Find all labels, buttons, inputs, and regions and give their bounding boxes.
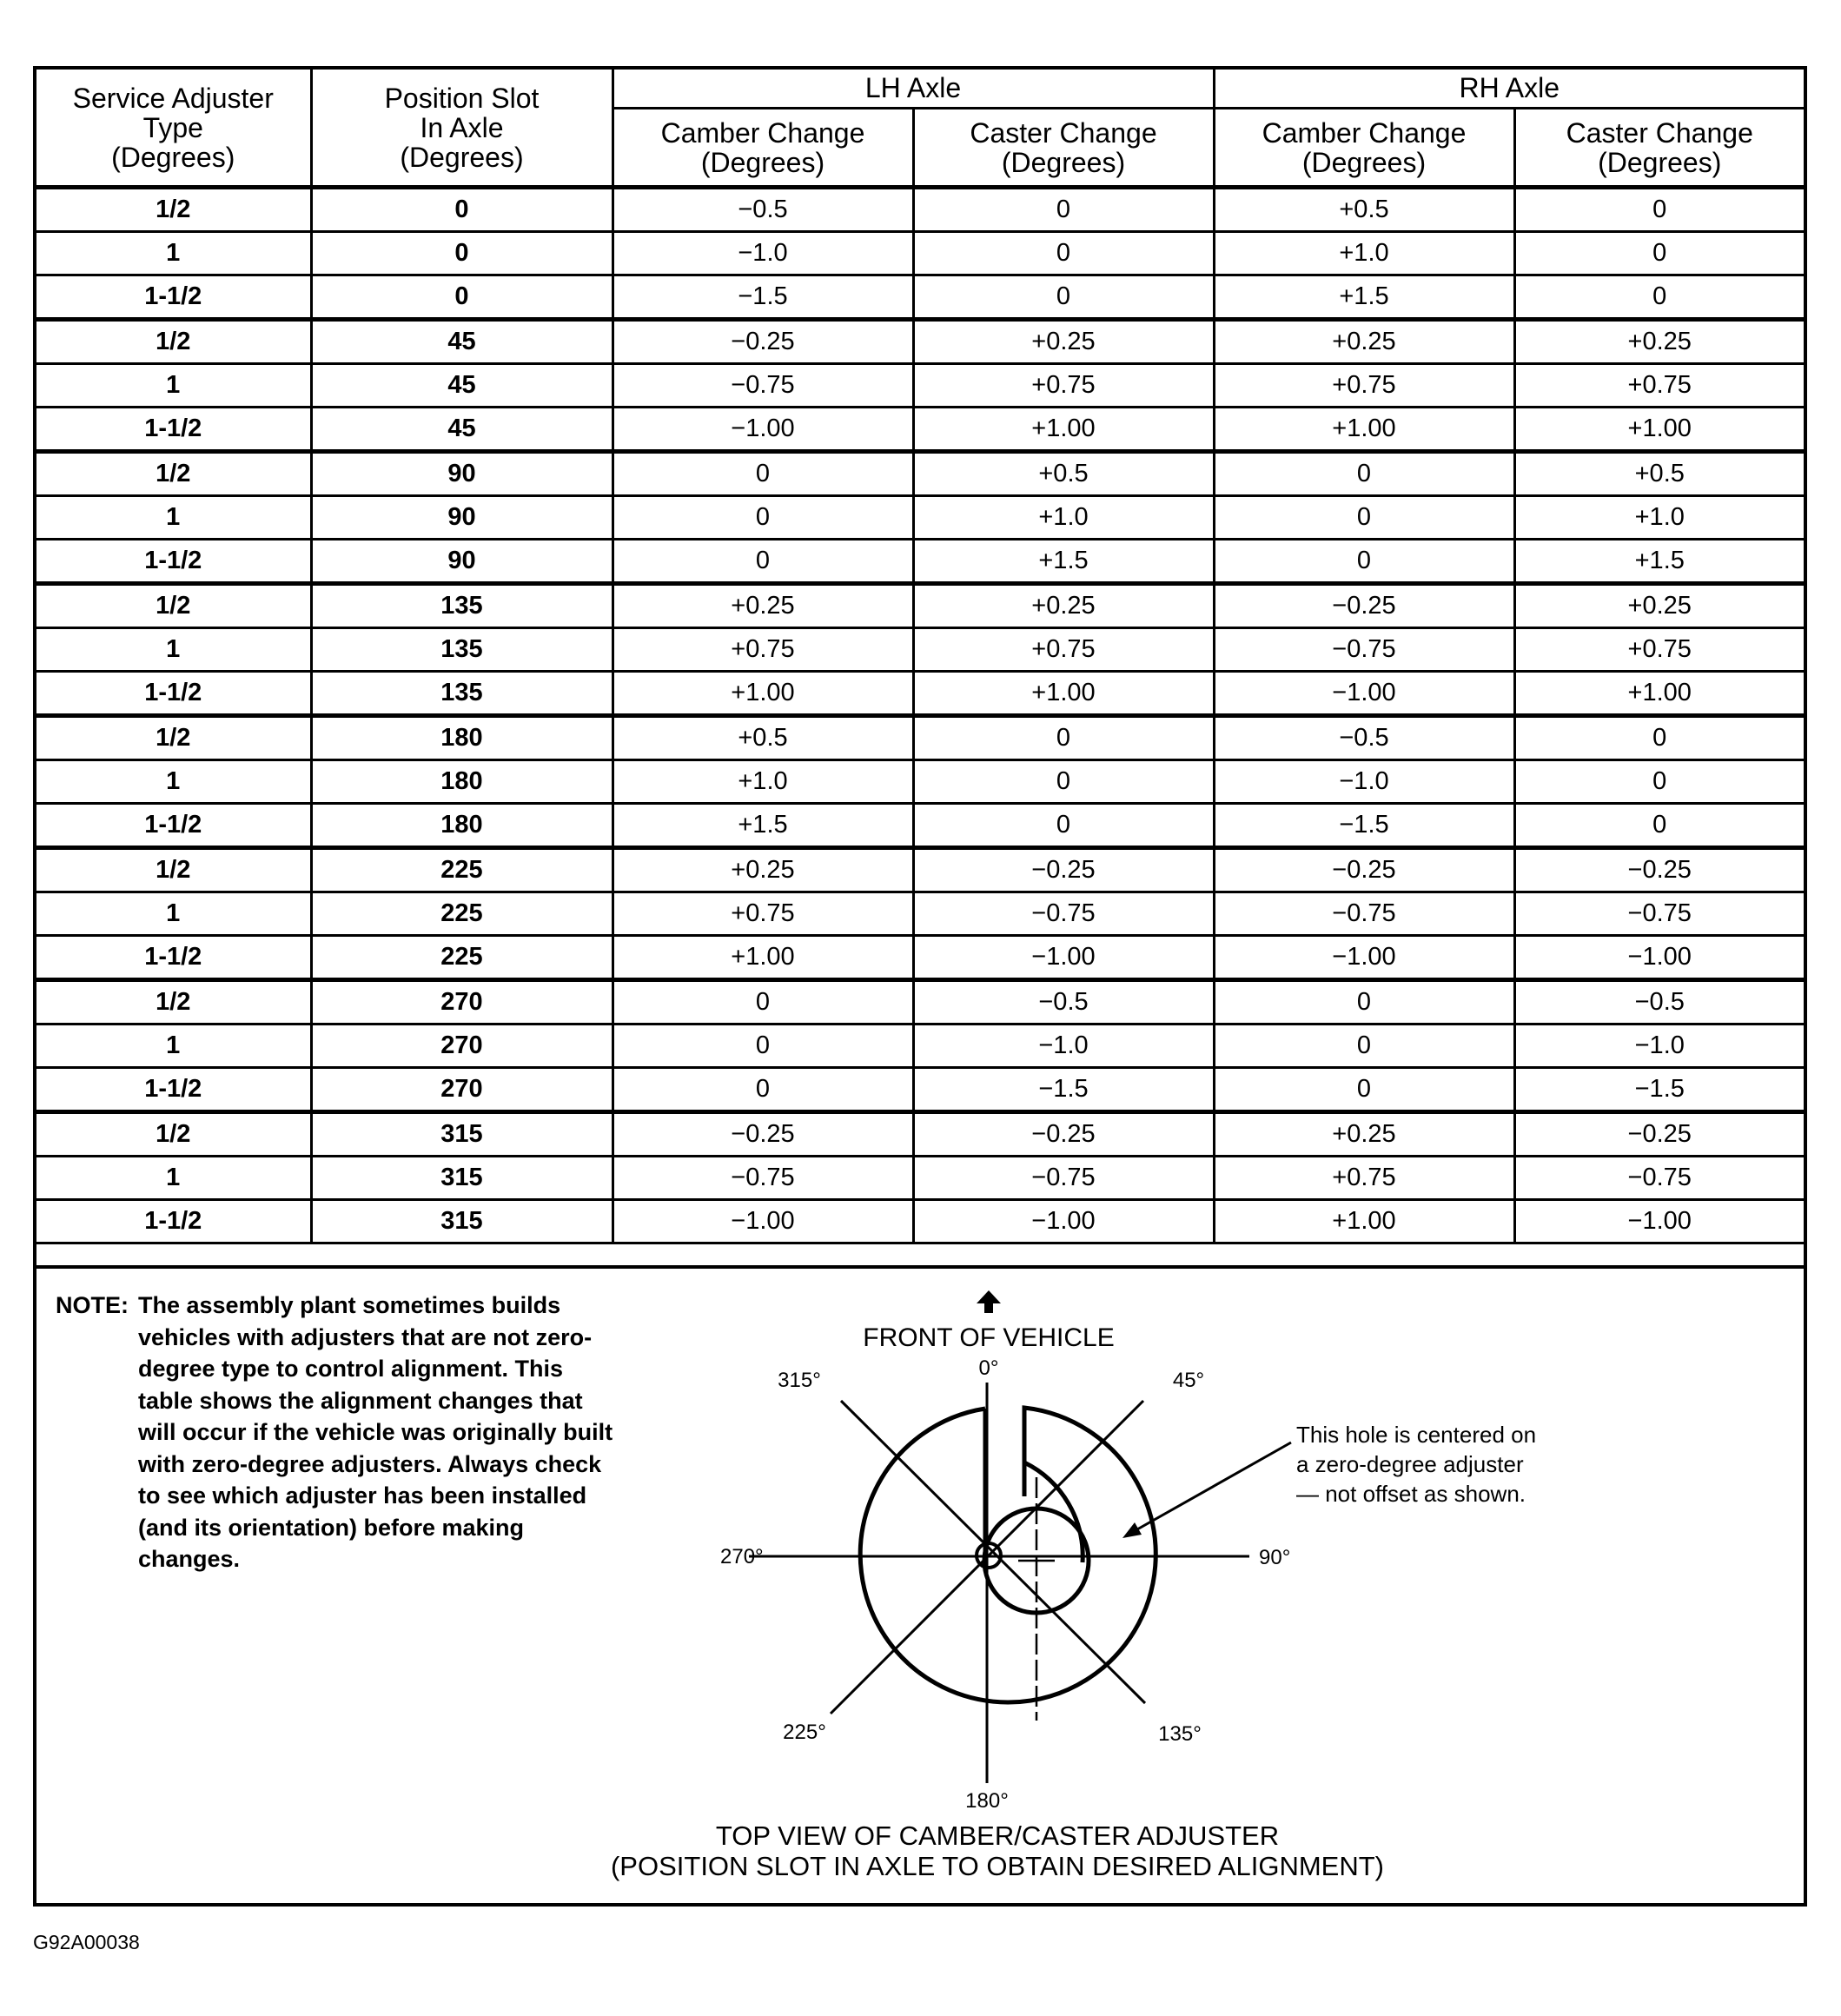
figure-id: G92A00038 [33,1931,140,1953]
angle-label-315: 315° [778,1369,821,1392]
angle-label-270: 270° [720,1545,764,1568]
hole-center-mark [1018,1477,1055,1721]
cell-lh-camber: 0 [613,540,913,584]
cell-rh-caster: −0.75 [1514,1157,1804,1200]
cell-lh-caster: −0.75 [913,1157,1214,1200]
cell-position-slot: 0 [311,232,613,275]
cell-lh-camber: −0.25 [613,320,913,364]
cell-rh-camber: −0.75 [1214,892,1514,936]
cell-adjuster-type: 1-1/2 [36,672,311,716]
cell-lh-caster: +0.25 [913,320,1214,364]
cell-rh-camber: +1.00 [1214,1200,1514,1243]
table-row [36,980,1804,1025]
cell-lh-caster: 0 [913,188,1214,232]
table-row [36,496,1804,540]
cell-adjuster-type: 1/2 [36,716,311,760]
cell-rh-camber: +1.5 [1214,275,1514,320]
cell-rh-camber: 0 [1214,1068,1514,1112]
cell-lh-caster: 0 [913,275,1214,320]
cell-lh-camber: 0 [613,452,913,496]
cell-position-slot: 45 [311,320,613,364]
angle-label-90: 90° [1259,1546,1291,1569]
cell-lh-camber: −1.00 [613,408,913,452]
cell-position-slot: 135 [311,628,613,672]
angle-label-180: 180° [965,1789,1009,1813]
note-and-diagram-section [36,1265,1804,1907]
cell-position-slot: 135 [311,672,613,716]
table-row [36,364,1804,408]
note-line: table shows the alignment changes that [138,1387,583,1414]
cell-adjuster-type: 1-1/2 [36,936,311,980]
angle-label-0: 0° [978,1356,999,1380]
cell-adjuster-type: 1-1/2 [36,1068,311,1112]
table-row [36,584,1804,628]
cell-lh-caster: 0 [913,804,1214,848]
table-row [36,1157,1804,1200]
note-line: The assembly plant sometimes builds [138,1292,561,1318]
table-row [36,936,1804,980]
cell-position-slot: 270 [311,980,613,1025]
callout-arrowhead-icon [1122,1522,1142,1538]
cell-position-slot: 90 [311,452,613,496]
cell-lh-caster: −0.25 [913,848,1214,892]
cell-rh-camber: −0.25 [1214,584,1514,628]
header-lh-camber-change: Camber Change (Degrees) [613,109,913,188]
cell-position-slot: 45 [311,364,613,408]
cell-adjuster-type: 1 [36,1157,311,1200]
cell-position-slot: 45 [311,408,613,452]
header-position-slot: Position Slot In Axle (Degrees) [311,70,613,188]
cell-rh-camber: +1.0 [1214,232,1514,275]
angle-label-135: 135° [1158,1722,1202,1746]
note-line: with zero-degree adjusters. Always check [138,1450,602,1477]
cell-adjuster-type: 1 [36,364,311,408]
cell-adjuster-type: 1/2 [36,848,311,892]
cell-adjuster-type: 1/2 [36,452,311,496]
cell-rh-caster: +1.5 [1514,540,1804,584]
cell-lh-caster: 0 [913,716,1214,760]
cell-lh-camber: −1.00 [613,1200,913,1243]
cell-lh-camber: −1.0 [613,232,913,275]
cell-lh-camber: 0 [613,1068,913,1112]
cell-rh-camber: −1.0 [1214,760,1514,804]
cell-position-slot: 90 [311,496,613,540]
cell-rh-camber: +0.5 [1214,188,1514,232]
cell-position-slot: 180 [311,804,613,848]
cell-rh-caster: −0.25 [1514,1112,1804,1157]
cell-adjuster-type: 1 [36,628,311,672]
table-row [36,804,1804,848]
table-row [36,275,1804,320]
table-row [36,628,1804,672]
table-row [36,1200,1804,1243]
cell-rh-caster: −0.75 [1514,892,1804,936]
cell-rh-camber: −0.25 [1214,848,1514,892]
table-row [36,320,1804,364]
cell-adjuster-type: 1-1/2 [36,1200,311,1243]
callout-leader-line [1137,1442,1291,1529]
cell-position-slot: 270 [311,1025,613,1068]
cell-lh-caster: +0.5 [913,452,1214,496]
cell-rh-camber: +0.75 [1214,1157,1514,1200]
cell-rh-caster: −1.0 [1514,1025,1804,1068]
cell-lh-caster: +1.5 [913,540,1214,584]
cell-lh-caster: +0.75 [913,364,1214,408]
cell-position-slot: 0 [311,188,613,232]
cell-rh-caster: −0.5 [1514,980,1804,1025]
cell-lh-caster: −0.25 [913,1112,1214,1157]
cell-rh-camber: −0.5 [1214,716,1514,760]
header-lh-caster-change: Caster Change (Degrees) [913,109,1214,188]
cell-lh-camber: +0.75 [613,628,913,672]
cell-lh-camber: −0.25 [613,1112,913,1157]
cell-rh-camber: −1.00 [1214,936,1514,980]
cell-lh-camber: +1.0 [613,760,913,804]
cell-adjuster-type: 1/2 [36,188,311,232]
alignment-change-table [36,70,1804,1244]
cell-rh-caster: −0.25 [1514,848,1804,892]
cell-lh-camber: +1.00 [613,936,913,980]
table-row [36,540,1804,584]
cell-rh-caster: 0 [1514,275,1804,320]
table-row [36,1112,1804,1157]
cell-lh-caster: +0.75 [913,628,1214,672]
cell-lh-camber: +0.5 [613,716,913,760]
cell-adjuster-type: 1 [36,760,311,804]
header-rh-caster-change: Caster Change (Degrees) [1514,109,1804,188]
angle-label-225: 225° [783,1721,826,1744]
cell-lh-camber: 0 [613,496,913,540]
table-row [36,452,1804,496]
cell-lh-caster: −0.75 [913,892,1214,936]
cell-rh-caster: 0 [1514,188,1804,232]
cell-rh-caster: +0.25 [1514,584,1804,628]
cell-rh-camber: +0.25 [1214,1112,1514,1157]
table-row [36,1068,1804,1112]
cell-lh-caster: −0.5 [913,980,1214,1025]
table-row [36,188,1804,232]
cell-lh-camber: +0.25 [613,848,913,892]
adjuster-body [860,1408,1156,1702]
up-arrow-icon [977,1290,1001,1313]
cell-position-slot: 225 [311,936,613,980]
cell-lh-camber: −0.5 [613,188,913,232]
cell-lh-caster: −1.00 [913,936,1214,980]
cell-lh-caster: +1.00 [913,672,1214,716]
cell-lh-camber: −0.75 [613,1157,913,1200]
cell-lh-caster: −1.5 [913,1068,1214,1112]
cell-position-slot: 225 [311,892,613,936]
cell-rh-caster: +1.00 [1514,408,1804,452]
note-line: to see which adjuster has been installed [138,1482,587,1509]
cell-adjuster-type: 1-1/2 [36,540,311,584]
cell-rh-caster: −1.5 [1514,1068,1804,1112]
cell-position-slot: 180 [311,716,613,760]
cell-rh-camber: −1.00 [1214,672,1514,716]
cell-rh-caster: +1.00 [1514,672,1804,716]
diagram-caption-line: (POSITION SLOT IN AXLE TO OBTAIN DESIRED ALIGNMENT) [610,1851,1385,1881]
cell-adjuster-type: 1/2 [36,584,311,628]
cell-rh-camber: 0 [1214,496,1514,540]
cell-position-slot: 315 [311,1200,613,1243]
cell-lh-camber: 0 [613,980,913,1025]
cell-adjuster-type: 1 [36,232,311,275]
cell-adjuster-type: 1-1/2 [36,804,311,848]
header-rh-axle: RH Axle [1214,70,1804,109]
cell-rh-caster: +0.75 [1514,364,1804,408]
cell-lh-camber: +1.00 [613,672,913,716]
table-row [36,672,1804,716]
cell-rh-camber: +0.25 [1214,320,1514,364]
cell-lh-caster: 0 [913,232,1214,275]
note-line: vehicles with adjusters that are not zero- [138,1323,593,1350]
angle-label-45: 45° [1172,1369,1205,1392]
cell-position-slot: 90 [311,540,613,584]
cell-lh-camber: −1.5 [613,275,913,320]
cell-rh-camber: 0 [1214,980,1514,1025]
table-row [36,760,1804,804]
adjuster-top-view-diagram [36,1269,1804,1903]
adjuster-chart-frame [33,66,1807,1907]
cell-rh-camber: −1.5 [1214,804,1514,848]
cell-adjuster-type: 1 [36,1025,311,1068]
cell-adjuster-type: 1/2 [36,320,311,364]
cell-rh-camber: 0 [1214,540,1514,584]
cell-rh-caster: 0 [1514,716,1804,760]
callout-line: a zero-degree adjuster [1296,1451,1524,1477]
cell-rh-camber: +1.00 [1214,408,1514,452]
cell-rh-caster: 0 [1514,232,1804,275]
cell-position-slot: 315 [311,1157,613,1200]
cell-lh-camber: −0.75 [613,364,913,408]
cell-rh-caster: −1.00 [1514,1200,1804,1243]
cell-lh-camber: +1.5 [613,804,913,848]
cell-rh-caster: +1.0 [1514,496,1804,540]
table-row [36,848,1804,892]
cell-lh-caster: 0 [913,760,1214,804]
cell-position-slot: 180 [311,760,613,804]
cell-rh-caster: −1.00 [1514,936,1804,980]
cell-lh-camber: +0.25 [613,584,913,628]
note-line: degree type to control alignment. This [138,1356,564,1382]
cell-position-slot: 270 [311,1068,613,1112]
cell-rh-camber: +0.75 [1214,364,1514,408]
cell-adjuster-type: 1-1/2 [36,408,311,452]
cell-rh-caster: 0 [1514,804,1804,848]
cell-adjuster-type: 1 [36,892,311,936]
cell-rh-caster: +0.5 [1514,452,1804,496]
header-lh-axle: LH Axle [613,70,1214,109]
cell-adjuster-type: 1/2 [36,1112,311,1157]
diagram-caption-line: TOP VIEW OF CAMBER/CASTER ADJUSTER [715,1820,1280,1851]
cell-lh-caster: +1.00 [913,408,1214,452]
table-row [36,1025,1804,1068]
cell-lh-camber: 0 [613,1025,913,1068]
cell-lh-camber: +0.75 [613,892,913,936]
front-of-vehicle-label: FRONT OF VEHICLE [863,1323,1115,1352]
cell-position-slot: 135 [311,584,613,628]
cell-lh-caster: +1.0 [913,496,1214,540]
cell-lh-caster: −1.00 [913,1200,1214,1243]
note-line: changes. [138,1546,241,1572]
note-line: (and its orientation) before making [138,1514,525,1541]
note-label: NOTE: [56,1292,129,1318]
cell-position-slot: 315 [311,1112,613,1157]
cell-lh-caster: +0.25 [913,584,1214,628]
cell-adjuster-type: 1 [36,496,311,540]
cell-rh-caster: 0 [1514,760,1804,804]
cell-adjuster-type: 1-1/2 [36,275,311,320]
cell-rh-camber: 0 [1214,452,1514,496]
cell-rh-camber: −0.75 [1214,628,1514,672]
cell-lh-caster: −1.0 [913,1025,1214,1068]
table-row [36,232,1804,275]
header-service-adjuster-type: Service Adjuster Type (Degrees) [36,70,311,188]
table-row [36,892,1804,936]
cell-rh-camber: 0 [1214,1025,1514,1068]
cell-position-slot: 0 [311,275,613,320]
callout-line: — not offset as shown. [1296,1481,1526,1507]
table-row [36,716,1804,760]
cell-rh-caster: +0.75 [1514,628,1804,672]
callout-line: This hole is centered on [1296,1422,1537,1448]
cell-position-slot: 225 [311,848,613,892]
note-line: will occur if the vehicle was originally built [138,1419,613,1445]
header-rh-camber-change: Camber Change (Degrees) [1214,109,1514,188]
table-row [36,408,1804,452]
cell-adjuster-type: 1/2 [36,980,311,1025]
cell-rh-caster: +0.25 [1514,320,1804,364]
